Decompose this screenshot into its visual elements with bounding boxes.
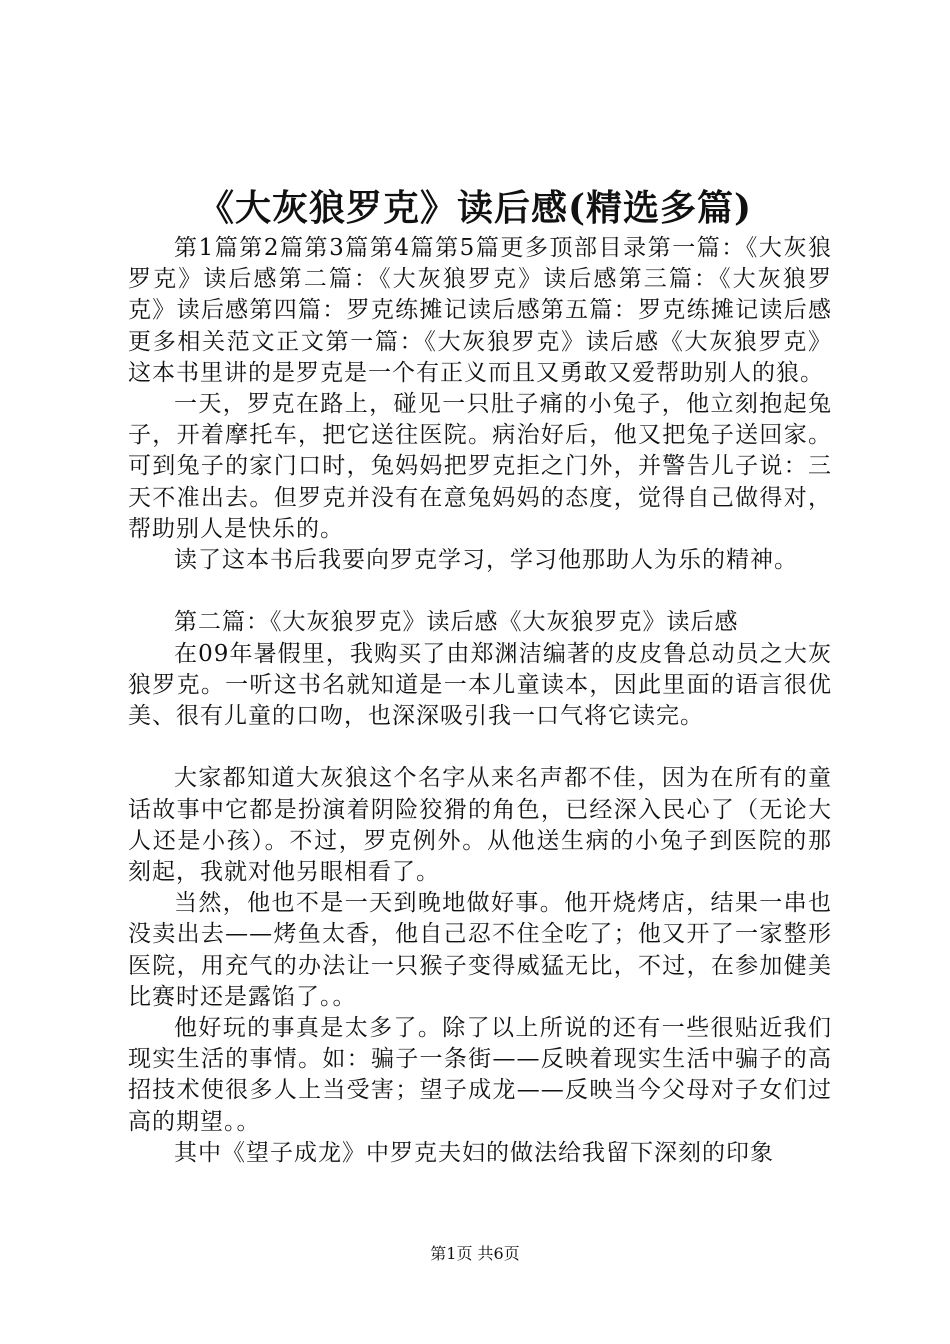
paragraph-8: 其中《望子成龙》中罗克夫妇的做法给我留下深刻的印象 [174, 1139, 774, 1166]
paragraph-spacer [128, 576, 832, 607]
document-body [128, 233, 832, 1169]
paragraph-1: 第1篇第2篇第3篇第4篇第5篇更多顶部目录第一篇：《大灰狼罗克》读后感第二篇：《大灰狼罗克》读后感第三篇：《大灰狼罗克》读后感第四篇：罗克练摊记读后感第五篇：罗克练摊记读后感更多相关范文正文第一篇：《大灰狼罗克》读后感《大灰狼罗克》这本书里讲的是罗克是一个有正义而且又勇敢又爱帮助别人的狼。 [128, 235, 832, 386]
paragraph-6: 当然，他也不是一天到晚地做好事。他开烧烤店，结果一串也没卖出去——烤鱼太香，他自己忍不住全吃了；他又开了一家整形医院，用充气的办法让一只猴子变得威猛无比，不过，在参加健美比赛时还是露馅了。。 [128, 890, 832, 1010]
document-title: 《大灰狼罗克》读后感(精选多篇) [197, 187, 753, 229]
paragraph-3: 读了这本书后我要向罗克学习，学习他那助人为乐的精神。 [174, 547, 798, 574]
paragraph-7: 他好玩的事真是太多了。除了以上所说的还有一些很贴近我们现实生活的事情。如：骗子一条街——反映着现实生活中骗子的高招技术使很多人上当受害；望子成龙——反映当今父母对子女们过高的期望。。 [128, 1015, 832, 1135]
page-footer: 第1页 共6页 [430, 1244, 520, 1263]
paragraph-4: 在09年暑假里，我购买了由郑渊洁编著的皮皮鲁总动员之大灰狼罗克。一听这书名就知道是一本儿童读本，因此里面的语言很优美、很有儿童的口吻，也深深吸引我一口气将它读完。 [128, 640, 832, 730]
paragraph-spacer [128, 732, 832, 763]
section-heading-2: 第二篇：《大灰狼罗克》读后感《大灰狼罗克》读后感 [174, 609, 739, 636]
paragraph-2: 一天，罗克在路上，碰见一只肚子痛的小兔子，他立刻抱起兔子，开着摩托车，把它送往医院。病治好后，他又把兔子送回家。可到兔子的家门口时，兔妈妈把罗克拒之门外，并警告儿子说：三天不准出去。但罗克并没有在意兔妈妈的态度，觉得自己做得对，帮助别人是快乐的。 [128, 391, 832, 542]
paragraph-5: 大家都知道大灰狼这个名字从来名声都不佳，因为在所有的童话故事中它都是扮演着阴险狡猾的角色，已经深入民心了（无论大人还是小孩）。不过，罗克例外。从他送生病的小兔子到医院的那刻起，我就对他另眼相看了。 [128, 765, 832, 886]
